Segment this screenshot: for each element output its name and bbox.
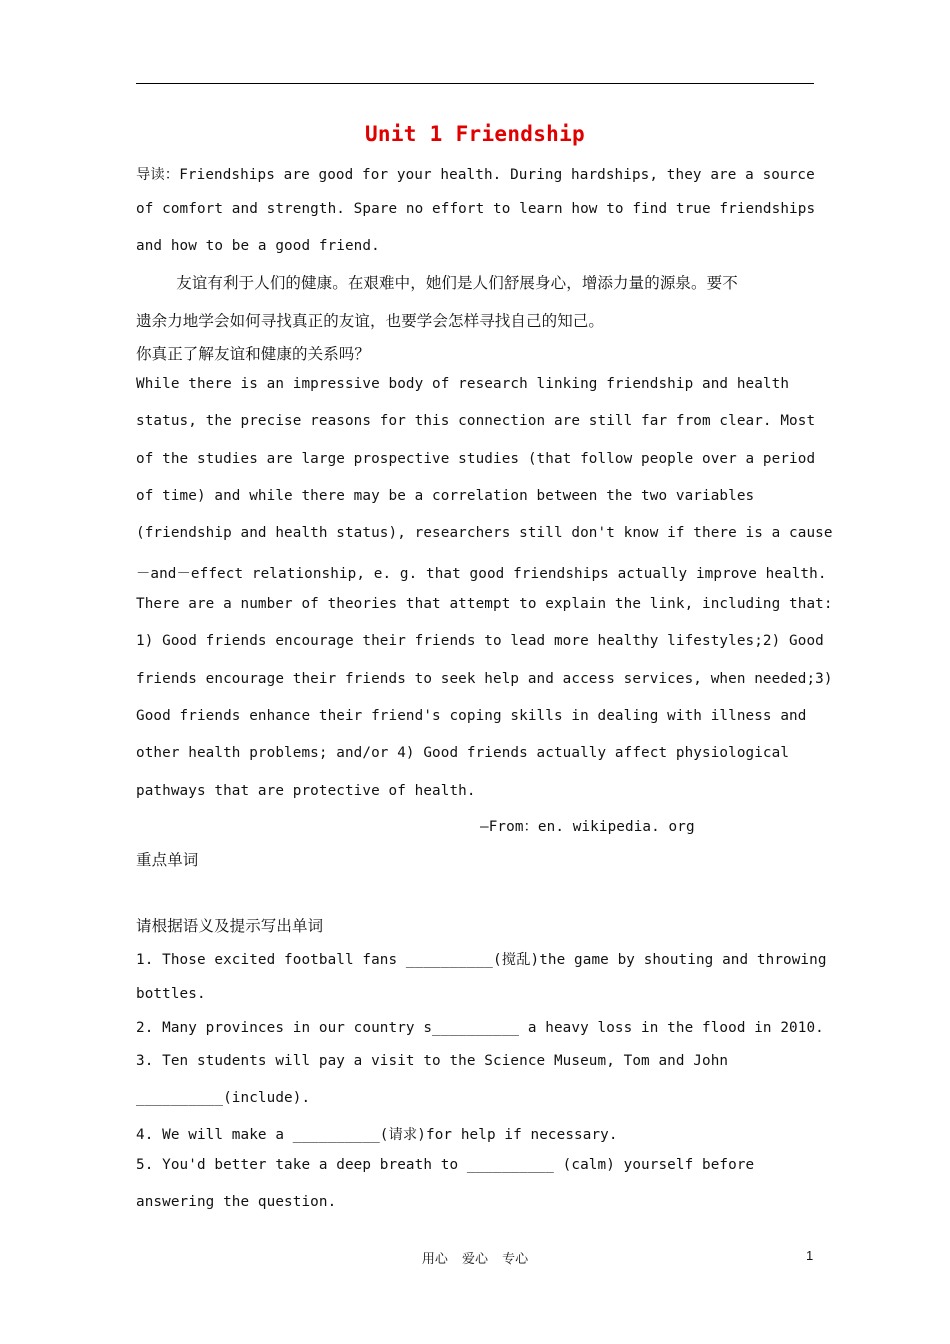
exercise-line: 1. Those excited football fans __________(搅乱)the game by shouting and throwing xyxy=(136,952,827,968)
header-rule xyxy=(136,83,814,84)
passage-line: other health problems; and/or 4) Good friends actually affect physiological xyxy=(136,745,790,761)
intro-cn-line: 遗余力地学会如何寻找真正的友谊，也要学会怎样寻找自己的知己。 xyxy=(136,312,605,330)
passage-line: Good friends enhance their friend's coping skills in dealing with illness and xyxy=(136,708,807,724)
passage-line: of the studies are large prospective studies (that follow people over a period xyxy=(136,451,816,467)
intro-question: 你真正了解友谊和健康的关系吗？ xyxy=(136,345,371,363)
exercise-line: 4. We will make a __________(请求)for help if necessary. xyxy=(136,1127,618,1143)
exercise-line: 3. Ten students will pay a visit to the Science Museum, Tom and John xyxy=(136,1053,729,1069)
exercise-line: bottles. xyxy=(136,986,206,1002)
exercise-line: 2. Many provinces in our country s__________ a heavy loss in the flood in 2010. xyxy=(136,1020,824,1036)
exercise-line: answering the question. xyxy=(136,1194,337,1210)
intro-line: 导读：Friendships are good for your health. During hardships, they are a source xyxy=(136,167,815,183)
passage-line: friends encourage their friends to seek help and access services, when needed;3) xyxy=(136,671,833,687)
unit-title: Unit 1 Friendship xyxy=(364,122,586,146)
passage-line: －and－effect relationship, e. g. that good friendships actually improve health. xyxy=(136,566,827,582)
page-number: 1 xyxy=(806,1248,814,1263)
passage-line: 1) Good friends encourage their friends to lead more healthy lifestyles;2) Good xyxy=(136,633,824,649)
passage-line: (friendship and health status), researchers still don't know if there is a cause xyxy=(136,525,833,541)
section-heading: 重点单词 xyxy=(136,851,199,869)
page-footer: 用心 爱心 专心 xyxy=(421,1252,529,1267)
section-instruction: 请根据语义及提示写出单词 xyxy=(136,917,324,935)
passage-line: While there is an impressive body of research linking friendship and health xyxy=(136,376,790,392)
passage-line: There are a number of theories that attempt to explain the link, including that: xyxy=(136,596,833,612)
passage-source: —From：en. wikipedia. org xyxy=(480,819,695,835)
exercise-line: __________(include). xyxy=(136,1090,311,1106)
exercise-line: 5. You'd better take a deep breath to __________ (calm) yourself before xyxy=(136,1157,755,1173)
passage-line: pathways that are protective of health. xyxy=(136,783,476,799)
intro-line: of comfort and strength. Spare no effort to learn how to find true friendships xyxy=(136,201,816,217)
intro-line: and how to be a good friend. xyxy=(136,238,380,254)
passage-line: of time) and while there may be a correlation between the two variables xyxy=(136,488,755,504)
intro-cn-line: 友谊有利于人们的健康。在艰难中，她们是人们舒展身心，增添力量的源泉。要不 xyxy=(136,274,738,292)
passage-line: status, the precise reasons for this connection are still far from clear. Most xyxy=(136,413,816,429)
